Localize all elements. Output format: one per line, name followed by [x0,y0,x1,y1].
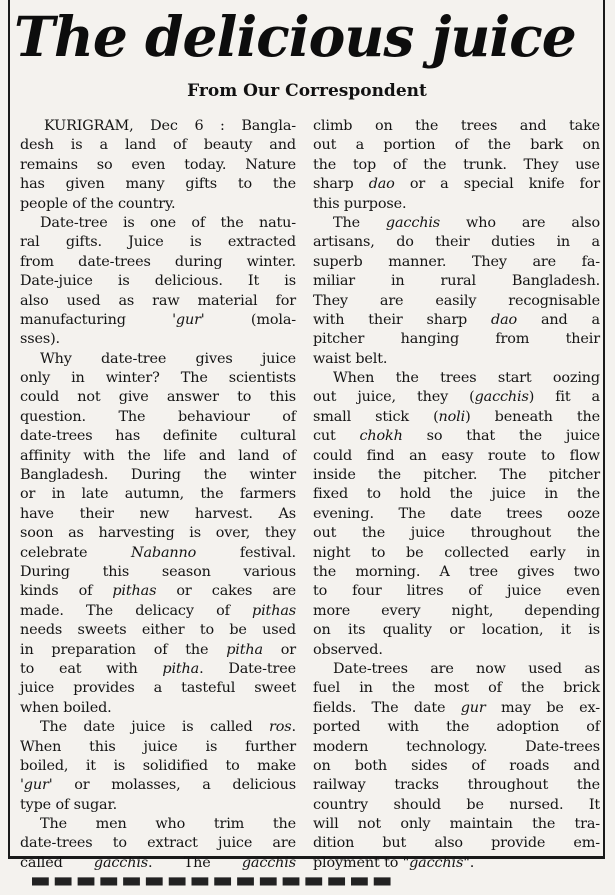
text-line: question. The behaviour of [20,408,296,425]
text-line: out the juice throughout the [313,525,600,542]
text-line: with their sharp dao and a [313,311,600,328]
text-line: or in late autumn, the farmers [20,486,296,503]
text-line: called gacchis. The gacchis [20,854,296,871]
text-line: juice provides a tasteful sweet [20,680,296,697]
text-line: type of sugar. [20,796,118,813]
text-line: fuel in the most of the brick [313,680,600,697]
text-line: ral gifts. Juice is extracted [20,234,296,251]
text-line: on both sides of roads and [313,757,600,774]
column-rule-right [603,0,605,858]
text-line: only in winter? The scientists [20,370,296,387]
text-line: modern technology. Date-trees [313,738,600,755]
text-line: Bangladesh. During the winter [20,467,296,484]
text-line: also used as raw material for [20,292,296,309]
text-line: Date-trees are now used as [333,660,600,677]
text-line: could find an easy route to flow [313,447,600,464]
text-line: ported with the adoption of [313,719,600,736]
text-line: fixed to hold the juice in the [313,486,600,503]
text-line: boiled, it is solidified to make [20,757,296,774]
text-line: when boiled. [20,699,112,716]
text-line: When the trees start oozing [333,370,600,387]
text-line: Why date-tree gives juice [40,350,296,367]
text-line: climb on the trees and take [313,118,600,134]
text-line: made. The delicacy of pithas [20,602,296,619]
text-line: waist belt. [313,350,388,367]
text-line: in preparation of the pitha or [20,641,296,658]
article-column-left [20,117,296,873]
text-line: night to be collected early in [313,544,600,561]
text-line: cut chokh so that the juice [313,428,600,445]
text-line: the top of the trunk. They use [313,156,600,173]
text-line: manufacturing 'gur' (mola- [20,311,296,328]
text-line: Date-tree is one of the natu- [40,214,296,231]
text-line: Date-juice is delicious. It is [20,273,296,290]
text-line: celebrate Nabanno festival. [20,544,296,561]
text-line: on its quality or location, it is [313,622,600,639]
text-line: soon as harvesting is over, they [20,525,296,542]
text-line: ployment to "gacchis". [313,854,475,871]
text-line: date-trees to extract juice are [20,835,296,852]
text-line: During this season various [20,563,296,580]
text-line: needs sweets either to be used [20,622,296,639]
text-line: will not only maintain the tra- [313,816,600,833]
text-line: pitcher hanging from their [313,331,600,348]
text-line: dition but also provide em- [313,835,600,852]
text-line: people of the country. [20,195,176,212]
text-line: KURIGRAM, Dec 6 : Bangla- [44,118,296,134]
text-line: evening. The date trees ooze [313,505,600,522]
text-line: The men who trim the [40,816,296,833]
text-line: from date-trees during winter. [20,253,296,270]
text-line: artisans, do their duties in a [313,234,600,251]
text-line: The date juice is called ros. [40,719,296,736]
text-line: fields. The date gur may be ex- [313,699,600,716]
headline: The delicious juice [14,4,576,69]
text-line: desh is a land of beauty and [20,137,296,154]
text-line: has given many gifts to the [20,176,296,193]
text-line: railway tracks throughout the [313,777,600,794]
text-line: to four litres of juice even [313,583,600,600]
text-line: could not give answer to this [20,389,296,406]
text-line: the morning. A tree gives two [313,563,600,580]
text-line: remains so even today. Nature [20,156,296,173]
text-line: They are easily recognisable [313,292,600,309]
text-line: inside the pitcher. The pitcher [313,467,600,484]
next-article-headline-fragment: ▬▬▬▬▬▬▬▬▬▬▬▬▬▬▬▬ [30,867,395,893]
text-line: miliar in rural Bangladesh. [313,273,600,290]
text-line: The gacchis who are also [333,214,600,231]
text-line: When this juice is further [20,738,296,755]
column-rule-left [8,0,10,858]
text-line: to eat with pitha. Date-tree [20,660,296,677]
text-line: affinity with the life and land of [20,447,296,464]
text-line: date-trees has definite cultural [20,428,296,445]
text-line: this purpose. [313,195,407,212]
text-line: out juice, they (gacchis) fit a [313,389,600,406]
byline: From Our Correspondent [187,81,427,101]
text-line: superb manner. They are fa- [313,253,600,270]
text-line: out a portion of the bark on [313,137,600,154]
text-line: country should be nursed. It [313,796,600,813]
text-line: sses). [20,331,60,348]
article-column-right [313,117,600,873]
text-line: small stick (noli) beneath the [313,408,600,425]
text-line: observed. [313,641,383,658]
text-line: 'gur' or molasses, a delicious [20,777,296,794]
text-line: have their new harvest. As [20,505,296,522]
text-line: more every night, depending [313,602,600,619]
text-line: sharp dao or a special knife for [313,176,600,193]
text-line: kinds of pithas or cakes are [20,583,296,600]
